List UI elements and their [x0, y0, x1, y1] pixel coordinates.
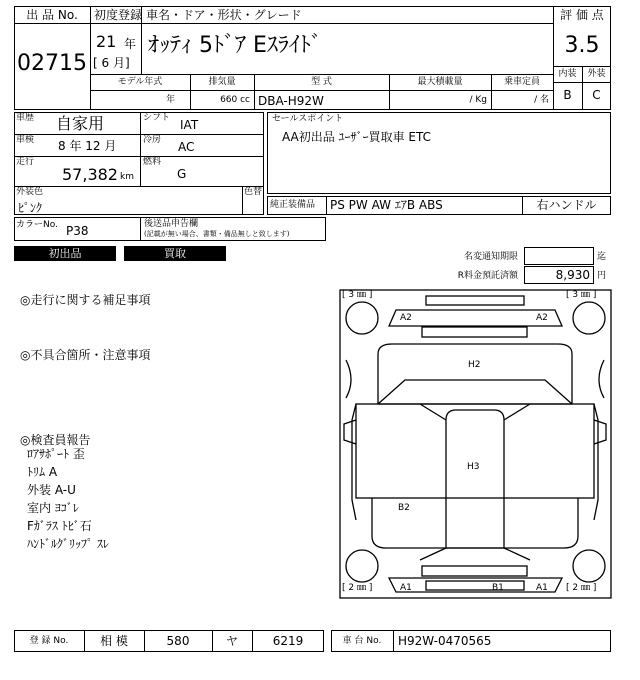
mileage-value: 57,382: [62, 165, 118, 184]
exterior-grade: C: [592, 88, 601, 102]
sales-point-label: セールスポイント: [272, 114, 344, 124]
damage-mark-front-bumper-right: A2: [536, 313, 548, 323]
registration-kana: ヤ: [225, 634, 238, 648]
ac-label: 冷房: [143, 135, 162, 145]
mileage-unit: km: [120, 172, 134, 182]
equipment-value: PS PW AW ｴｱB ABS: [330, 198, 443, 212]
model-year-label: モデル年式: [117, 77, 163, 87]
docs-note: (記載が無い場合、書類・備品無しと致します): [144, 230, 290, 238]
registration-region: 相 模: [100, 634, 128, 648]
max-load-value: / Kg: [469, 95, 487, 105]
recycle-label: R料金預託済額: [457, 271, 518, 281]
interior-label: 内装: [558, 69, 577, 79]
sales-point-text: AA初出品 ﾕｰｻﾞｰ買取車 ETC: [282, 130, 431, 144]
car-name-label: 車名・ドア・形状・グレード: [146, 8, 302, 22]
ac-value: AC: [178, 140, 195, 154]
lot-number: 02715: [17, 51, 87, 76]
history-label: 車歴: [16, 113, 35, 123]
damage-mark-rear-bumper-right: A1: [536, 583, 548, 593]
docs-label: 後送品申告欄: [144, 219, 199, 229]
exterior-label: 外装: [587, 69, 606, 79]
recycle-value: 8,930: [555, 268, 590, 282]
lot-label: 出 品 No.: [26, 8, 78, 22]
inspector-line: 外装 A-U: [27, 483, 76, 497]
recycle-unit: 円: [597, 271, 607, 281]
inspector-line: ﾄﾘﾑ A: [27, 465, 58, 479]
shift-label: シフト: [143, 113, 171, 123]
first-reg-label: 初度登録: [94, 8, 143, 22]
recall-label: 名変通知期限: [463, 252, 518, 262]
type-label: 型 式: [311, 77, 332, 87]
registration-label: 登 録 No.: [29, 636, 69, 646]
displacement-value: 660 cc: [220, 95, 250, 105]
buyback-tag: 買取: [124, 246, 226, 261]
reg-year: 21: [96, 32, 117, 51]
equipment-label: 純正装備品: [270, 200, 316, 210]
damage-mark-rear-bumper-left: A1: [400, 583, 412, 593]
damage-mark-rear-bumper-center: B1: [492, 583, 504, 593]
supplement-title: ◎走行に関する補足事項: [20, 293, 151, 307]
capacity-label: 乗車定員: [503, 77, 540, 87]
inspector-line: ﾊﾝﾄﾞﾙｸﾞﾘｯﾌﾟ ｽﾚ: [27, 537, 109, 551]
shift-value: IAT: [180, 118, 199, 132]
exterior-color-label: 外装色: [16, 187, 44, 197]
fuel-label: 燃料: [143, 157, 162, 167]
chassis-label: 車 台 No.: [342, 636, 382, 646]
inspection-value: 8 年 12 月: [58, 139, 117, 153]
color-no-label: カラーNo.: [16, 220, 58, 230]
registration-number: 6219: [272, 634, 304, 648]
inspector-title: ◎検査員報告: [20, 433, 91, 447]
exterior-color-value: ﾋﾟﾝｸ: [18, 201, 43, 215]
tire-depth-front-left: [ 3 ㎜ ]: [342, 290, 373, 300]
inspector-line: ﾛｱｻﾎﾟｰﾄ 歪: [27, 447, 85, 461]
tire-depth-front-right: [ 3 ㎜ ]: [566, 290, 597, 300]
reg-month: [ 6 月]: [93, 56, 130, 70]
inspector-line: Fｶﾞﾗｽ ﾄﾋﾞ石: [27, 519, 92, 533]
damage-mark-roof: H3: [467, 462, 480, 472]
type-value: DBA-H92W: [258, 94, 324, 108]
max-load-label: 最大積載量: [417, 77, 463, 87]
color-no-value: P38: [66, 224, 89, 238]
damage-mark-front-bumper-left: A2: [400, 313, 412, 323]
damage-mark-hood: H2: [468, 360, 481, 370]
capacity-value: / 名: [534, 95, 549, 105]
interior-grade: B: [563, 88, 572, 102]
history-value: 自家用: [56, 114, 105, 133]
mileage-label: 走行: [16, 157, 35, 167]
defects-title: ◎不具合箇所・注意事項: [20, 348, 151, 362]
inspection-label: 車検: [16, 135, 35, 145]
inspector-line: 室内 ﾖｺﾞﾚ: [27, 501, 79, 515]
registration-class: 580: [166, 634, 190, 648]
recall-unit: 迄: [597, 252, 607, 262]
steering-value: 右ハンドル: [536, 198, 597, 212]
car-name: ｵｯﾃｨ 5ﾄﾞｱ Eｽﾗｲﾄﾞ: [148, 33, 322, 58]
damage-mark-rear-left: B2: [398, 503, 410, 513]
first-listing-tag: 初出品: [14, 246, 116, 261]
tire-depth-rear-right: [ 2 ㎜ ]: [566, 583, 597, 593]
model-year-unit: 年: [166, 95, 176, 105]
chassis-number: H92W-0470565: [398, 634, 492, 648]
fuel-value: G: [177, 167, 187, 181]
color-change-label: 色替: [244, 187, 263, 197]
reg-year-unit: 年: [124, 37, 137, 51]
displacement-label: 排気量: [208, 77, 236, 87]
score-label: 評 価 点: [560, 8, 604, 22]
tire-depth-rear-left: [ 2 ㎜ ]: [342, 583, 373, 593]
score-value: 3.5: [564, 33, 600, 58]
